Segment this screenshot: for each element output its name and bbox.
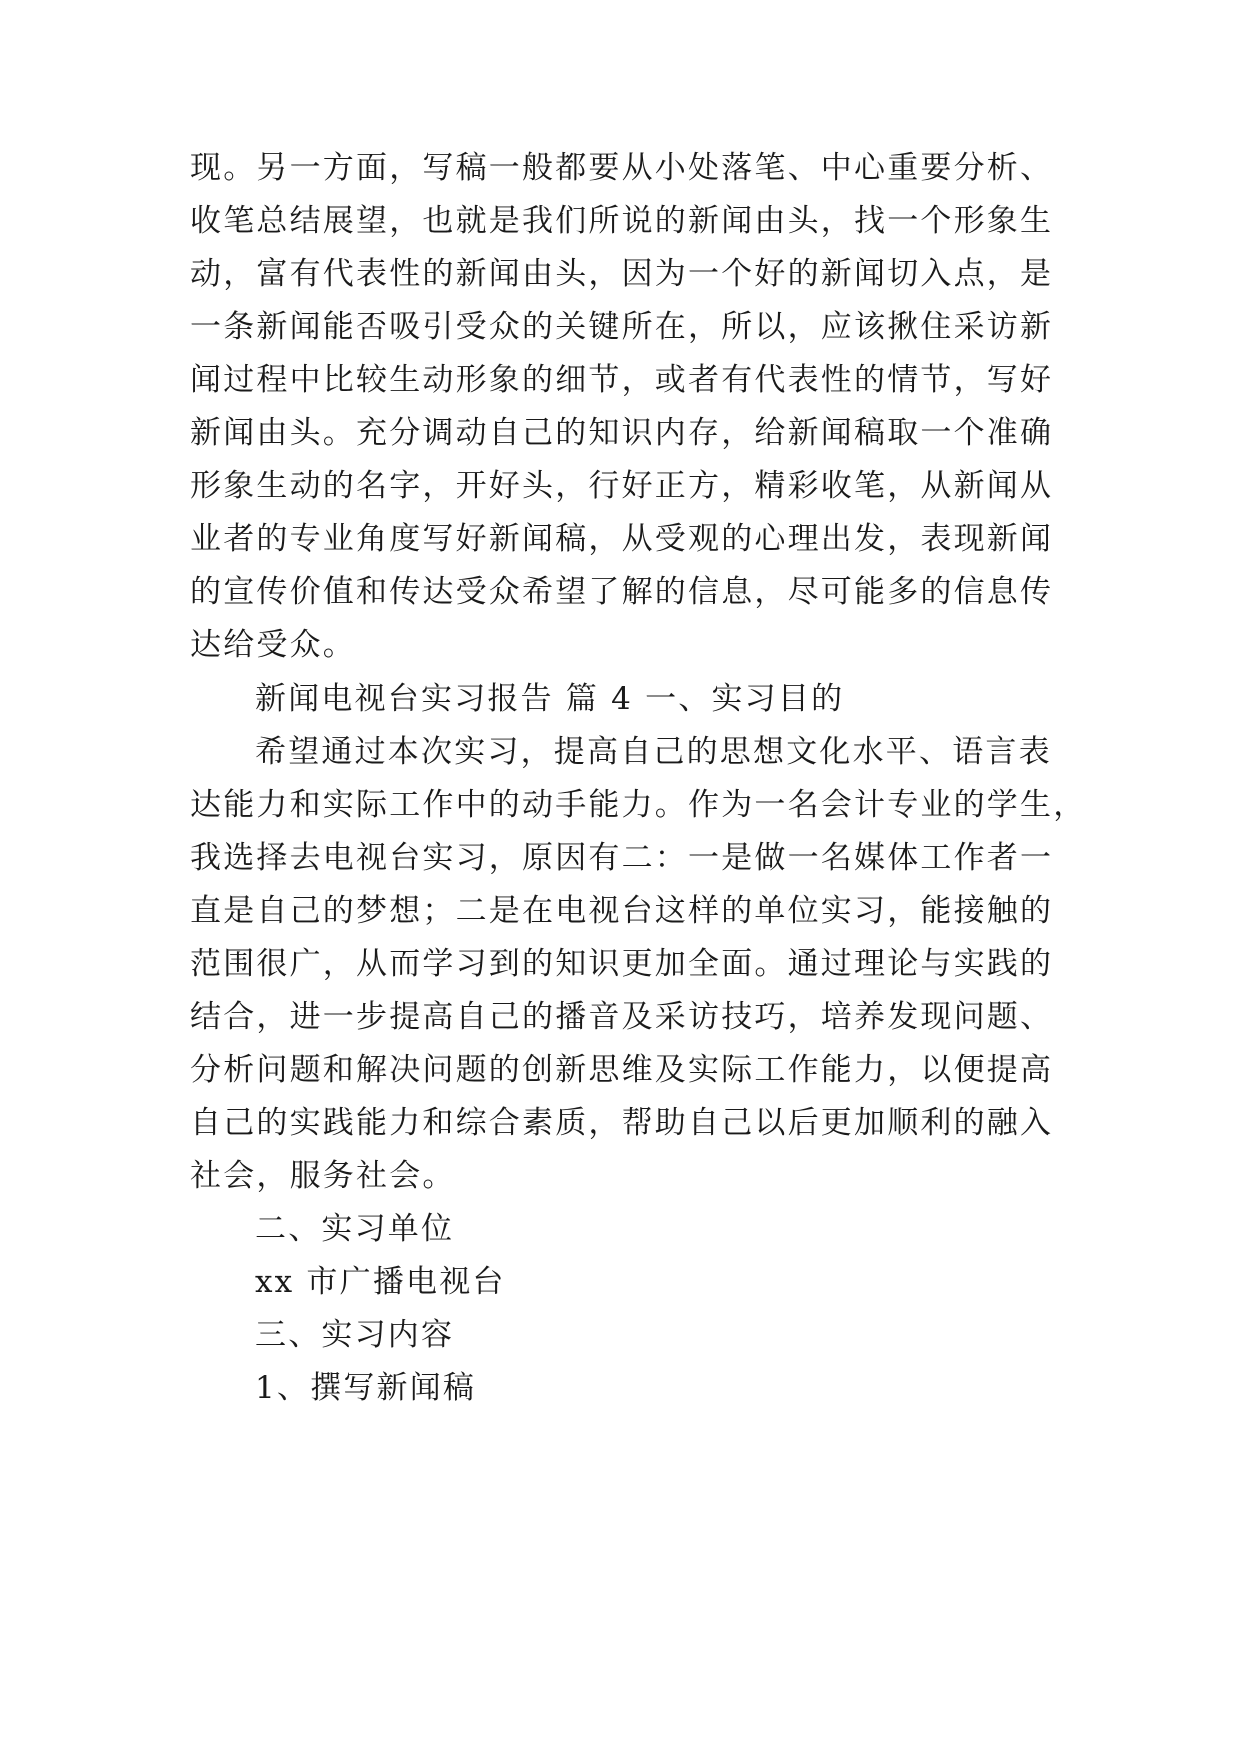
paragraph-line: xx 市广播电视台 xyxy=(255,1264,506,1300)
section-heading: 新闻电视台实习报告 篇 4 一、实习目的 xyxy=(255,681,845,717)
paragraph-line: 希望通过本次实习，提高自己的思想文化水平、语言表 xyxy=(255,734,1052,770)
paragraph-line: 达能力和实际工作中的动手能力。作为一名会计专业的学生， xyxy=(190,787,1087,823)
paragraph-line: 闻过程中比较生动形象的细节，或者有代表性的情节，写好 xyxy=(190,362,1054,398)
paragraph-line: 社会，服务社会。 xyxy=(190,1158,456,1194)
paragraph-line: 直是自己的梦想；二是在电视台这样的单位实习，能接触的 xyxy=(190,893,1054,929)
paragraph-line: 动，富有代表性的新闻由头，因为一个好的新闻切入点，是 xyxy=(190,256,1054,292)
section-heading: 三、实习内容 xyxy=(255,1317,455,1353)
paragraph-line: 我选择去电视台实习，原因有二：一是做一名媒体工作者一 xyxy=(190,840,1054,876)
paragraph-line: 形象生动的名字，开好头，行好正方，精彩收笔，从新闻从 xyxy=(190,468,1054,504)
section-heading: 二、实习单位 xyxy=(255,1211,455,1247)
paragraph-line: 分析问题和解决问题的创新思维及实际工作能力，以便提高 xyxy=(190,1052,1054,1088)
paragraph-line: 结合，进一步提高自己的播音及采访技巧，培养发现问题、 xyxy=(190,999,1054,1035)
paragraph-line: 新闻由头。充分调动自己的知识内存，给新闻稿取一个准确 xyxy=(190,415,1054,451)
paragraph-line: 范围很广，从而学习到的知识更加全面。通过理论与实践的 xyxy=(190,946,1054,982)
subsection-heading: 1、撰写新闻稿 xyxy=(255,1370,477,1406)
paragraph-line: 达给受众。 xyxy=(190,627,356,663)
paragraph-line: 现。另一方面，写稿一般都要从小处落笔、中心重要分析、 xyxy=(190,150,1054,186)
paragraph-line: 一条新闻能否吸引受众的关键所在，所以，应该揪住采访新 xyxy=(190,309,1054,345)
paragraph-line: 的宣传价值和传达受众希望了解的信息，尽可能多的信息传 xyxy=(190,574,1054,610)
paragraph-line: 自己的实践能力和综合素质，帮助自己以后更加顺利的融入 xyxy=(190,1105,1054,1141)
paragraph-line: 业者的专业角度写好新闻稿，从受观的心理出发，表现新闻 xyxy=(190,521,1054,557)
paragraph-line: 收笔总结展望，也就是我们所说的新闻由头，找一个形象生 xyxy=(190,203,1054,239)
